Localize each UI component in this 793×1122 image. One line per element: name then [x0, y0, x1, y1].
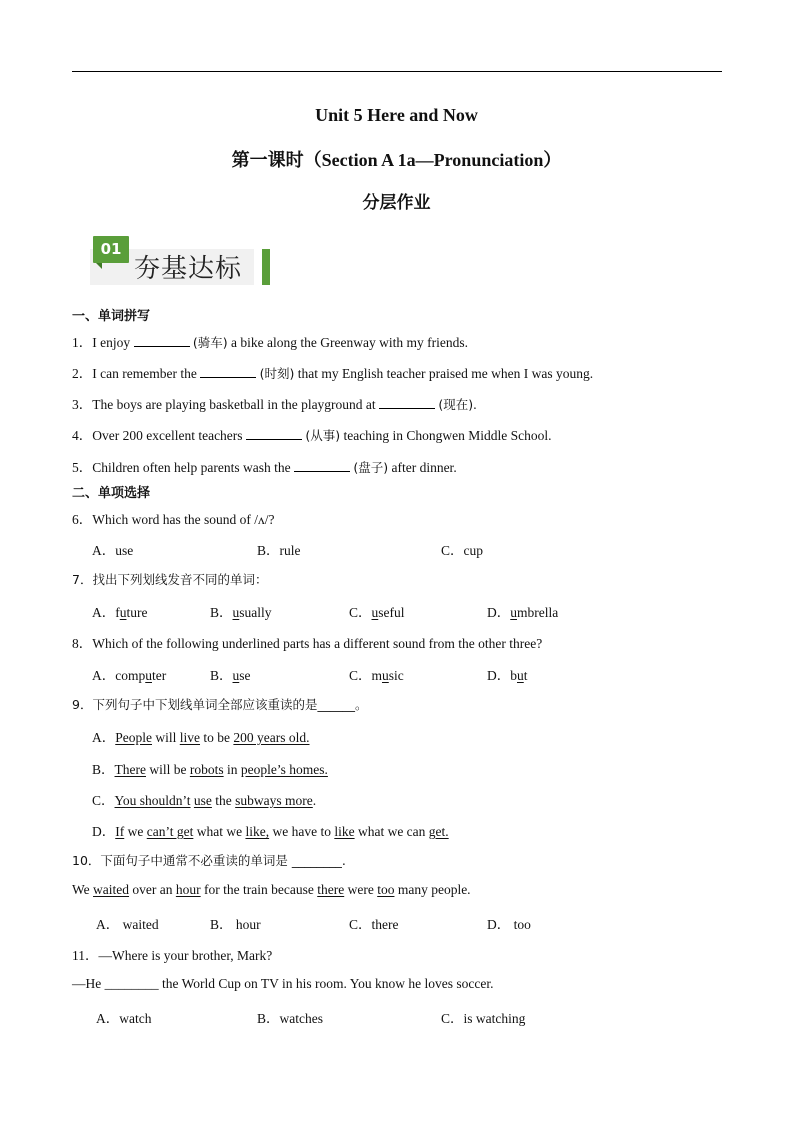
- q7-c-pre: C．: [349, 605, 372, 620]
- q10-s-word4: too: [377, 882, 395, 897]
- q9-c-text3: .: [312, 793, 317, 808]
- banner-fold: [96, 263, 102, 269]
- q8-option-a[interactable]: [92, 664, 166, 684]
- q2-hint: (时刻): [259, 366, 295, 381]
- q9-b-word1: There: [114, 762, 146, 777]
- q6-option-b[interactable]: B．rule: [257, 543, 301, 558]
- q10-s-pre: We: [72, 882, 94, 897]
- q10-s-text2: for the train because: [200, 882, 318, 897]
- q9-c-word2: use: [193, 793, 212, 808]
- lesson-subtitle-text: 第一课时（Section A 1a—Pronunciation）: [231, 150, 562, 170]
- q1-text-pre: I enjoy: [92, 335, 131, 350]
- q7-d-underlined: u: [510, 605, 517, 620]
- q9-d-word2: can’t get: [146, 824, 194, 839]
- q4-text-post: teaching in Chongwen Middle School.: [343, 428, 552, 443]
- q1-text-post: a bike along the Greenway with my friends.: [231, 335, 468, 350]
- q7-a-post: ture: [126, 605, 148, 620]
- section-heading-choice: 二、单项选择: [72, 486, 151, 501]
- q2-text-post: that my English teacher praised me when I was young.: [297, 366, 594, 381]
- q10-s-word1: waited: [93, 882, 130, 897]
- q9-b-label: B．: [92, 762, 115, 777]
- q9-d-text2: what we: [193, 824, 246, 839]
- q9-d-text3: we have to: [269, 824, 335, 839]
- question-2: [72, 362, 593, 382]
- q9-d-label: D．: [92, 824, 116, 839]
- q10-option-c[interactable]: C．there: [349, 917, 399, 932]
- q9-b-word2: robots: [189, 762, 224, 777]
- unit-title: Unit 5 Here and Now: [315, 105, 478, 125]
- banner-number: 01: [93, 236, 129, 263]
- q10-text: 10．下面句子中通常不必重读的单词是 ________.: [72, 853, 346, 868]
- q3-text-pre: The boys are playing basketball in the playground at: [92, 397, 376, 412]
- header-rule: [72, 71, 722, 72]
- q11-option-b[interactable]: B．watches: [257, 1011, 323, 1026]
- q7-d-pre: D．: [487, 605, 511, 620]
- q4-text-pre: Over 200 excellent teachers: [92, 428, 243, 443]
- q7-option-a[interactable]: [92, 601, 148, 621]
- q8-a-post: ter: [152, 668, 167, 683]
- q9-a-text1: will: [152, 730, 180, 745]
- q10-s-word3: there: [317, 882, 345, 897]
- q8-a-pre: A．comp: [92, 668, 146, 683]
- homework-title: 分层作业: [362, 193, 431, 213]
- q7-c-underlined: u: [371, 605, 379, 620]
- q9-d-text4: what we can: [354, 824, 429, 839]
- q10-option-a[interactable]: A． waited: [96, 917, 159, 932]
- question-1: [72, 331, 468, 351]
- q5-blank[interactable]: [294, 459, 350, 472]
- q8-option-b[interactable]: [210, 664, 251, 684]
- q8-a-underlined: u: [145, 668, 152, 683]
- question-8: 8．Which of the following underlined parts has a different sound from the other three?: [72, 636, 543, 651]
- q2-blank[interactable]: [200, 365, 256, 378]
- q4-blank[interactable]: [246, 427, 302, 440]
- q4-number: 4．: [72, 428, 93, 443]
- q9-d-text1: we: [124, 824, 147, 839]
- q10-s-word2: hour: [175, 882, 201, 897]
- question-9: [72, 695, 367, 713]
- q3-number: 3．: [72, 397, 93, 412]
- q9-a-label: A．: [92, 730, 116, 745]
- question-3: [72, 393, 477, 413]
- q10-option-b[interactable]: B． hour: [210, 917, 261, 932]
- q9-d-word1: If: [115, 824, 125, 839]
- q10-s-text1: over an: [129, 882, 176, 897]
- q8-b-post: se: [239, 668, 251, 683]
- q8-d-post: t: [523, 668, 528, 683]
- q3-blank[interactable]: [379, 396, 435, 409]
- q9-option-d[interactable]: [92, 820, 449, 840]
- q8-option-d[interactable]: [487, 664, 528, 684]
- q7-a-pre: A．f: [92, 605, 120, 620]
- q7-option-b[interactable]: [210, 601, 272, 621]
- q9-a-word2: live: [179, 730, 201, 745]
- q7-a-underlined: u: [119, 605, 127, 620]
- q9-option-a[interactable]: [92, 726, 310, 746]
- q8-c-underlined: u: [382, 668, 389, 683]
- q9-d-word5: get.: [428, 824, 449, 839]
- q9-b-text1: will be: [146, 762, 190, 777]
- q5-text-pre: Children often help parents wash the: [92, 460, 291, 475]
- question-4: [72, 424, 552, 444]
- q10-s-text3: were: [344, 882, 378, 897]
- q9-option-b[interactable]: [92, 758, 328, 778]
- q9-text: 9．下列句子中下划线单词全部应该重读的是______。: [72, 697, 368, 712]
- q4-hint: (从事): [305, 428, 341, 443]
- q8-c-pre: C．m: [349, 668, 383, 683]
- banner-label: 夯基达标: [134, 254, 243, 284]
- q9-option-c[interactable]: [92, 789, 316, 809]
- q3-text-post: .: [473, 397, 477, 412]
- section-heading-spelling: 一、单词拼写: [72, 309, 151, 324]
- q1-number: 1．: [72, 335, 93, 350]
- q9-a-text2: to be: [200, 730, 234, 745]
- q3-hint: (现在): [438, 397, 474, 412]
- q1-blank[interactable]: [134, 334, 190, 347]
- question-11: 11．—Where is your brother, Mark?: [72, 948, 273, 963]
- q9-b-word3: people’s homes.: [240, 762, 328, 777]
- question-5: [72, 456, 457, 476]
- q5-hint: (盘子): [353, 460, 389, 475]
- q8-option-c[interactable]: [349, 664, 404, 684]
- q8-d-pre: D．b: [487, 668, 517, 683]
- q5-text-post: after dinner.: [391, 460, 457, 475]
- q8-b-pre: B．: [210, 668, 233, 683]
- q6-option-a[interactable]: A．use: [92, 543, 134, 558]
- q11-line2: —He ________ the World Cup on TV in his room. You know he loves soccer.: [72, 976, 494, 991]
- q11-option-c[interactable]: C．is watching: [441, 1011, 526, 1026]
- q7-b-underlined: u: [232, 605, 240, 620]
- q10-s-text4: many people.: [394, 882, 471, 897]
- q9-d-word3: like,: [245, 824, 270, 839]
- q9-b-text2: in: [223, 762, 241, 777]
- q7-text: 7．找出下列划线发音不同的单词：: [72, 572, 268, 587]
- q9-d-word4: like: [334, 824, 355, 839]
- q6-option-c[interactable]: C．cup: [441, 543, 483, 558]
- lesson-subtitle: [0, 146, 793, 172]
- q8-b-underlined: u: [232, 668, 240, 683]
- q8-d-underlined: u: [517, 668, 524, 683]
- q5-number: 5．: [72, 460, 93, 475]
- q9-a-word3: 200 years old.: [233, 730, 310, 745]
- question-6: 6．Which word has the sound of /ʌ/?: [72, 512, 275, 527]
- q7-option-d[interactable]: [487, 601, 558, 621]
- q9-a-word1: People: [115, 730, 152, 745]
- q1-hint: (骑车): [192, 335, 228, 350]
- q9-c-word3: subways more: [235, 793, 313, 808]
- question-7: [72, 570, 267, 588]
- q9-c-label: C．: [92, 793, 115, 808]
- q8-c-post: sic: [388, 668, 404, 683]
- q7-b-pre: B．: [210, 605, 233, 620]
- q7-d-post: mbrella: [517, 605, 559, 620]
- banner-accent-bar: [262, 249, 270, 285]
- q11-option-a[interactable]: A．watch: [96, 1011, 152, 1026]
- q7-option-c[interactable]: [349, 601, 405, 621]
- q2-text-pre: I can remember the: [92, 366, 197, 381]
- q9-c-word1: You shouldn’t: [114, 793, 191, 808]
- level-banner: [84, 236, 270, 286]
- q7-c-post: seful: [378, 605, 405, 620]
- q10-option-d[interactable]: D． too: [487, 917, 531, 932]
- q10-sentence: [72, 882, 471, 898]
- question-10: [72, 851, 346, 869]
- q7-b-post: sually: [239, 605, 272, 620]
- q9-c-text2: the: [211, 793, 236, 808]
- q2-number: 2．: [72, 366, 93, 381]
